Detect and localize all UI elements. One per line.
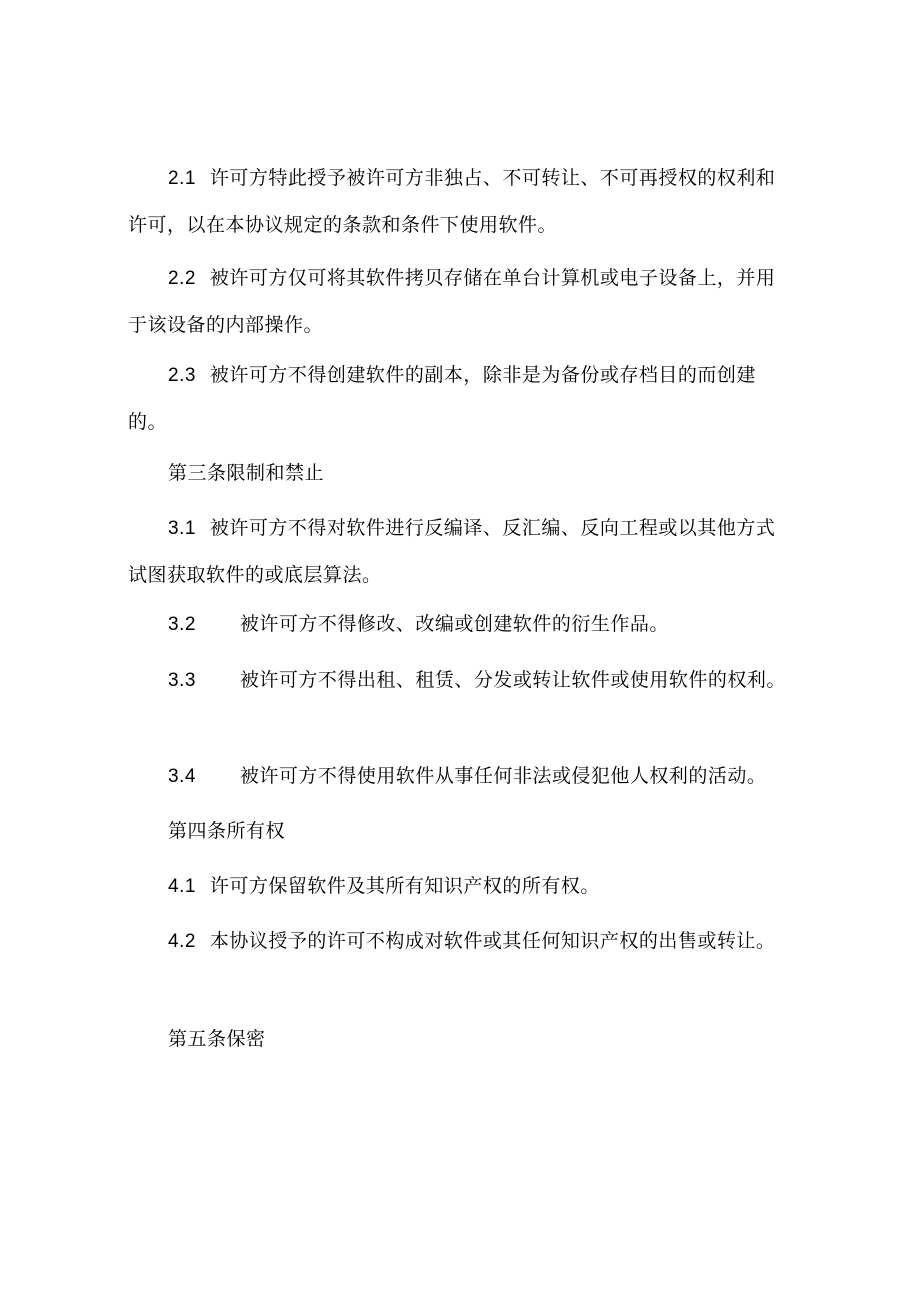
clause-number: 4.1: [168, 876, 196, 897]
clause-text: 被许可方不得使用软件从事任何非法或侵犯他人权利的活动。: [239, 765, 767, 787]
clause-3-2: [128, 601, 788, 648]
article-3-heading: 第三条限制和禁止: [168, 462, 325, 484]
clause-number: 2.3: [168, 365, 196, 386]
clause-number: 2.2: [168, 268, 196, 289]
clause-number: 2.1: [168, 168, 196, 189]
clause-text: 被许可方不得对软件进行反编译、反汇编、反向工程或以其他方式试图获取软件的或底层算法。: [128, 517, 776, 586]
article-5-heading: 第五条保密: [168, 1028, 266, 1050]
article-4-heading: 第四条所有权: [168, 820, 286, 842]
clause-text: 许可方保留软件及其所有知识产权的所有权。: [209, 875, 600, 897]
clause-number: 3.2: [168, 614, 196, 635]
clause-4-1: [128, 863, 788, 910]
clause-number: 3.1: [168, 518, 196, 539]
clause-text: 许可方特此授予被许可方非独占、不可转让、不可再授权的权利和许可，以在本协议规定的条款和条件下使用软件。: [128, 167, 776, 236]
clause-text: 被许可方不得出租、租赁、分发或转让软件或使用软件的权利。: [239, 669, 786, 691]
clause-3-1: [128, 505, 788, 598]
clause-text: 被许可方不得创建软件的副本，除非是为备份或存档目的而创建的。: [128, 364, 756, 433]
clause-text: 被许可方仅可将其软件拷贝存储在单台计算机或电子设备上，并用于该设备的内部操作。: [128, 267, 776, 336]
clause-number: 3.4: [168, 766, 196, 787]
clause-3-4: [128, 753, 788, 800]
clause-2-3: [128, 352, 788, 445]
clause-text: 被许可方不得修改、改编或创建软件的衍生作品。: [239, 613, 669, 635]
clause-2-2: [128, 255, 788, 348]
clause-2-1: [128, 155, 788, 248]
clause-number: 3.3: [168, 670, 196, 691]
clause-number: 4.2: [168, 931, 196, 952]
clause-4-2: [128, 918, 788, 965]
clause-3-3: [128, 657, 788, 704]
clause-text: 本协议授予的许可不构成对软件或其任何知识产权的出售或转让。: [209, 930, 776, 952]
